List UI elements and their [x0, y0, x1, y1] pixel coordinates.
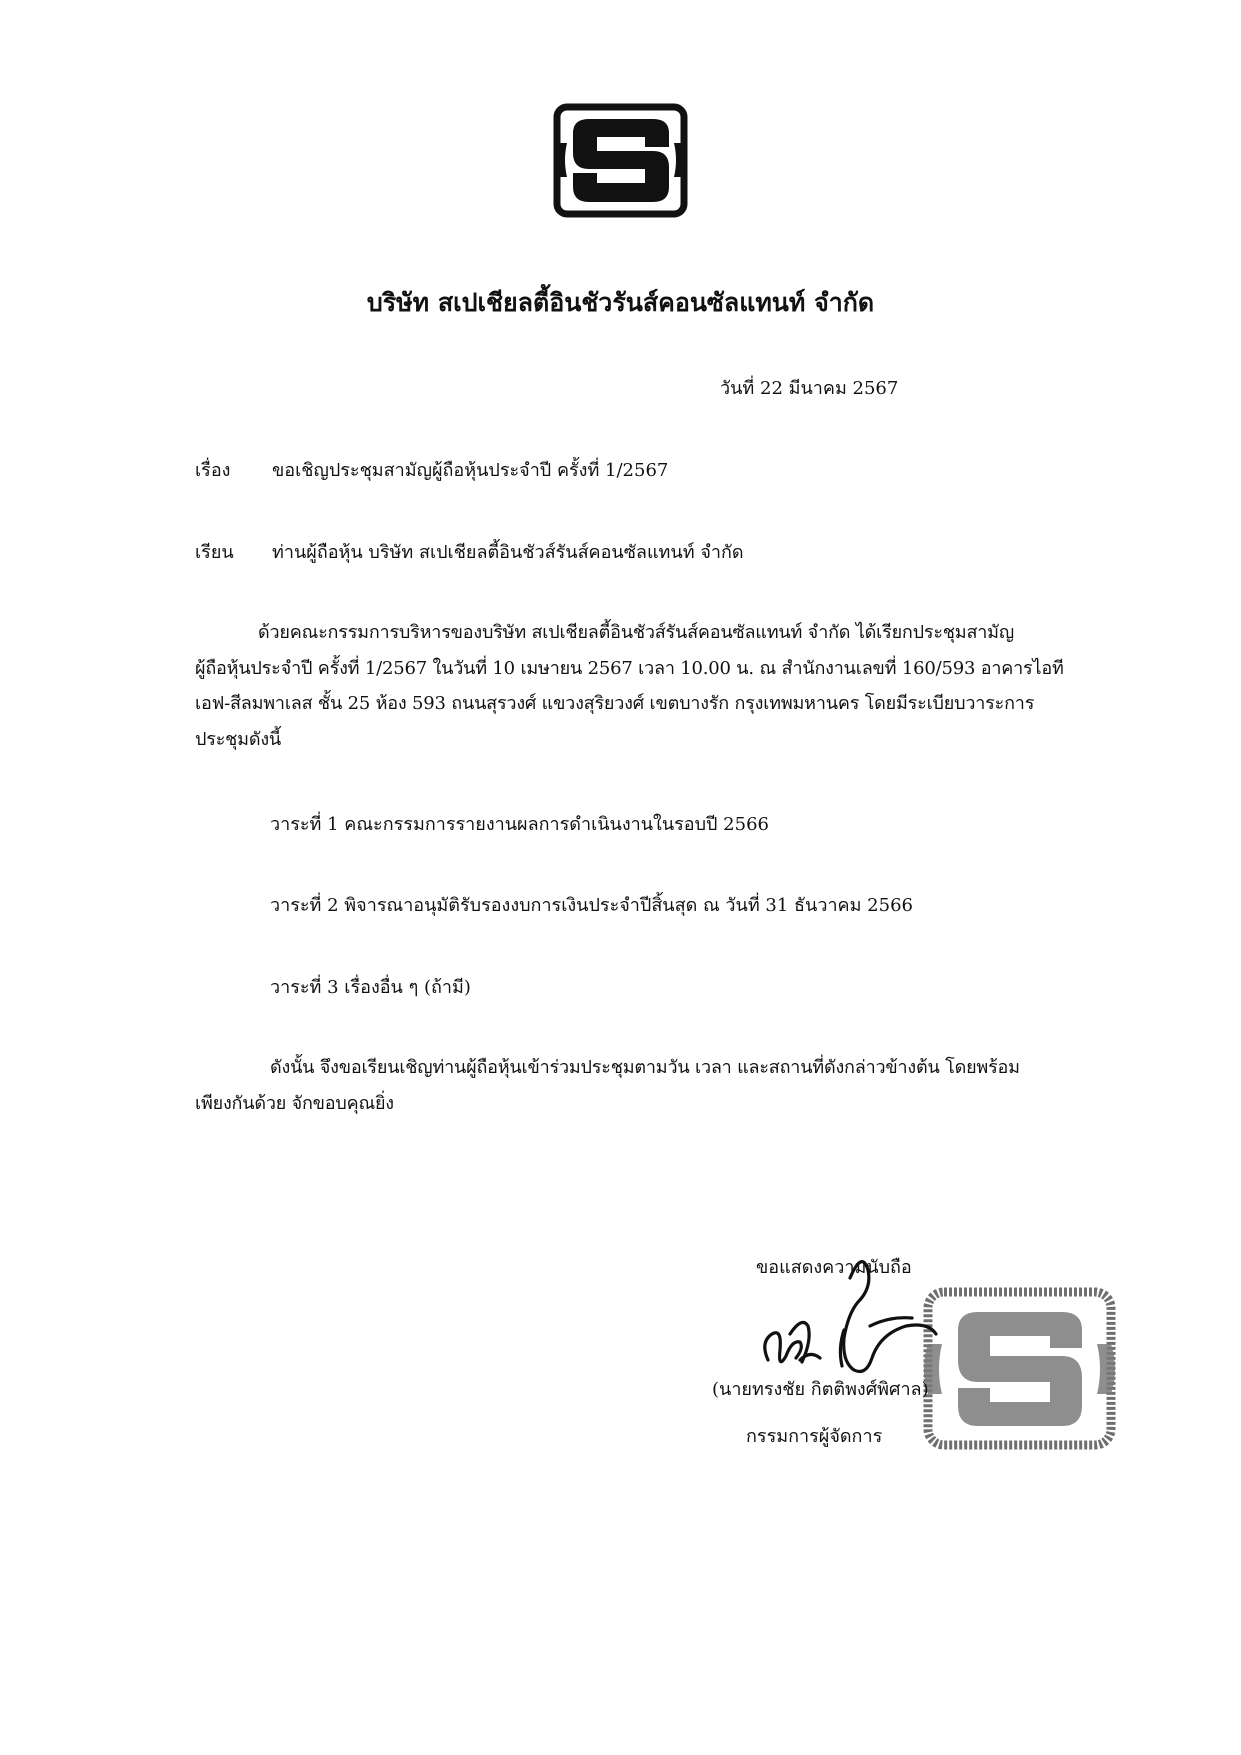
signatory-position: กรรมการผู้จัดการ: [746, 1426, 883, 1447]
body-line: ด้วยคณะกรรมการบริหารของบริษัท สเปเชียลตี้อินชัวส์รันส์คอนซัลแทนท์ จำกัด ได้เรียกประชุมสามัญ: [258, 622, 1014, 643]
closing-line: ดังนั้น จึงขอเรียนเชิญท่านผู้ถือหุ้นเข้าร่วมประชุมตามวัน เวลา และสถานที่ดังกล่าวข้างต้น โดยพร้อม: [270, 1057, 1020, 1078]
subject-text: ขอเชิญประชุมสามัญผู้ถือหุ้นประจำปี ครั้งที่ 1/2567: [272, 460, 669, 481]
signature-block: [700, 1240, 1120, 1480]
agenda-item: วาระที่ 2 พิจารณาอนุมัติรับรองงบการเงินประจำปีสิ้นสุด ณ วันที่ 31 ธันวาคม 2566: [270, 895, 913, 916]
agenda-item: วาระที่ 3 เรื่องอื่น ๆ (ถ้ามี): [270, 977, 471, 998]
addressee-label: เรียน: [195, 542, 234, 563]
addressee-row: [195, 537, 744, 566]
signatory-name: (นายทรงชัย กิตติพงศ์พิศาล): [712, 1379, 929, 1400]
closing-line: เพียงกันด้วย จักขอบคุณยิ่ง: [195, 1093, 394, 1114]
company-name-heading: บริษัท สเปเชียลตี้อินชัวรันส์คอนซัลแทนท์ จำกัด: [366, 288, 875, 317]
letter-date: วันที่ 22 มีนาคม 2567: [720, 378, 899, 399]
body-line: ประชุมดังนี้: [195, 729, 282, 750]
addressee-text: ท่านผู้ถือหุ้น บริษัท สเปเชียลตี้อินชัวส์รันส์คอนซัลแทนท์ จำกัด: [272, 542, 744, 563]
regards-text: ขอแสดงความนับถือ: [756, 1257, 912, 1278]
company-logo: [553, 103, 688, 218]
body-line: ผู้ถือหุ้นประจำปี ครั้งที่ 1/2567 ในวันที่ 10 เมษายน 2567 เวลา 10.00 น. ณ สำนักงานเลขที่ 160/593 อาคารไอที: [195, 658, 1064, 679]
company-stamp: [922, 1286, 1117, 1451]
subject-row: [195, 455, 668, 484]
subject-label: เรื่อง: [195, 460, 231, 481]
agenda-item: วาระที่ 1 คณะกรรมการรายงานผลการดำเนินงานในรอบปี 2566: [270, 814, 769, 835]
body-line: เอฟ-สีลมพาเลส ชั้น 25 ห้อง 593 ถนนสุรวงศ์ แขวงสุริยวงศ์ เขตบางรัก กรุงเทพมหานคร โดยมีระเบียบวาระการ: [195, 693, 1035, 714]
